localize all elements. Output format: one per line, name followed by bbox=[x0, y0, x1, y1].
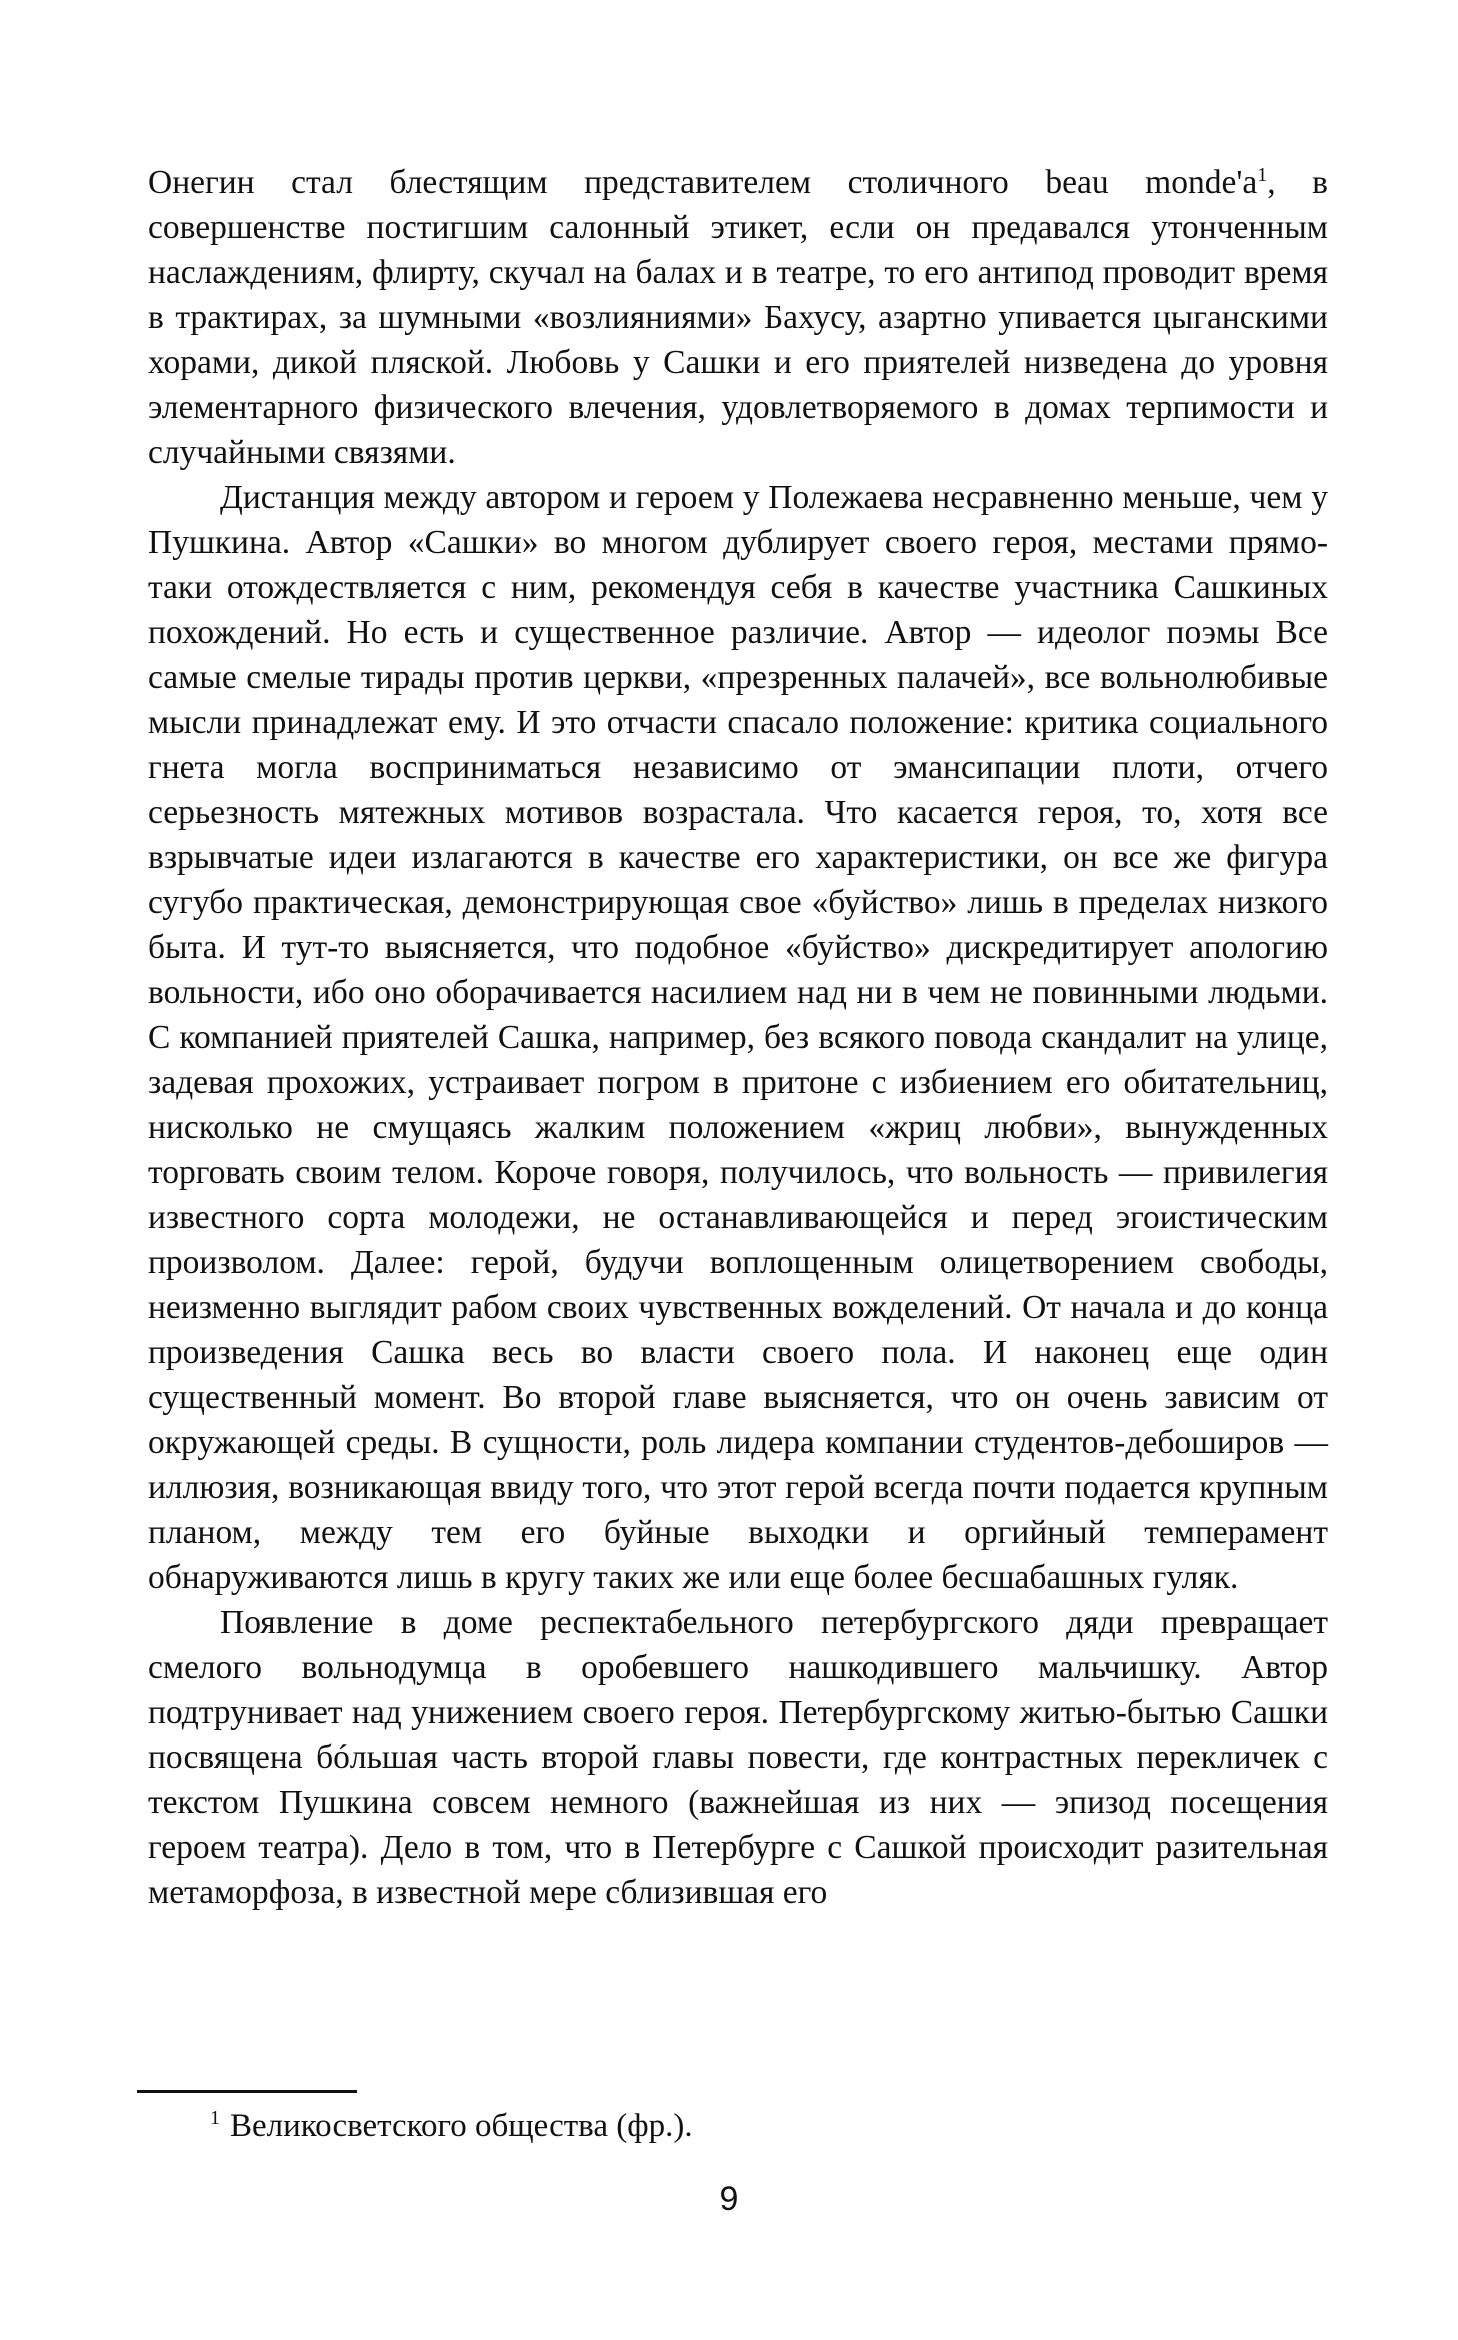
paragraph-3: Появление в доме респектабельного петербургского дяди превращает смелого вольнодумца в оробевшего нашкодившего мальчишку. Автор подтрунивает над унижением своего героя. Петербургскому житью-бытью Сашки посвящена бóльшая часть второй главы повести, где контрастных перекличек с текстом Пушкина совсем немного (важнейшая из них — эпизод посещения героем театра). Дело в том, что в Петербурге с Сашкой происходит разительная метаморфоза, в известной мере сблизившая его bbox=[148, 1604, 1328, 1911]
footnote bbox=[210, 2104, 693, 2148]
footnote-mark: 1 bbox=[210, 2107, 220, 2129]
page-number: 9 bbox=[719, 2180, 739, 2218]
page-body bbox=[148, 160, 1328, 1915]
paragraph-2: Дистанция между автором и героем у Полежаева несравненно меньше, чем у Пушкина. Автор «Сашки» во многом дублирует своего героя, местами прямо-таки отождествляется с ним, рекомендуя себя в качестве участника Сашкиных похождений. Но есть и существенное различие. Автор — идеолог поэмы Все самые смелые тирады против церкви, «презренных палачей», все вольнолюбивые мысли принадлежат ему. И это отчасти спасало положение: критика социального гнета могла восприниматься независимо от эмансипации плоти, отчего серьезность мятежных мотивов возрастала. Что касается героя, то, хотя все взрывчатые идеи излагаются в качестве его характеристики, он все же фигура сугубо практическая, демонстрирующая свое «буйство» лишь в пределах низкого быта. И тут-то выясняется, что подобное «буйство» дискредитирует апологию вольности, ибо оно оборачивается насилием над ни в чем не повинными людьми. С компанией приятелей Сашка, например, без всякого повода скандалит на улице, задевая прохожих, устраивает погром в притоне с избиением его обитательниц, нисколько не смущаясь жалким положением «жриц любви», вынужденных торговать своим телом. Короче говоря, получилось, что вольность — привилегия известного сорта молодежи, не останавливающейся и перед эгоистическим произволом. Далее: герой, будучи воплощенным олицетворением свободы, неизменно выглядит рабом своих чувственных вожделений. От начала и до конца произведения Сашка весь во власти своего пола. И наконец еще один существенный момент. Во второй главе выясняется, что он очень зависим от окружающей среды. В сущности, роль лидера компании студентов-дебоширов — иллюзия, возникающая ввиду того, что этот герой всегда почти подается крупным планом, между тем его буйные выходки и оргийный темперамент обнаруживаются лишь в кругу таких же или еще более бесшабашных гуляк. bbox=[148, 479, 1328, 1596]
paragraph-1-text-end: , в совершенстве постигшим салонный этикет, если он предавался утонченным наслаждениям, флирту, скучал на балах и в театре, то его антипод проводит время в трактирах, за шумными «возлияниями» Бахусу, азартно упивается цыганскими хорами, дикой пляской. Любовь у Сашки и его приятелей низведена до уровня элементарного физического влечения, удовлетворяемого в домах терпимости и случайными связями. bbox=[148, 164, 1328, 471]
footnote-divider bbox=[137, 2090, 357, 2093]
footnote-reference-mark: 1 bbox=[1257, 163, 1268, 186]
paragraph-1-text-start: Онегин стал блестящим представителем столичного beau monde'а bbox=[148, 164, 1258, 201]
paragraph-1 bbox=[148, 160, 1328, 475]
footnote-text: Великосветского общества (фр.). bbox=[230, 2108, 693, 2144]
